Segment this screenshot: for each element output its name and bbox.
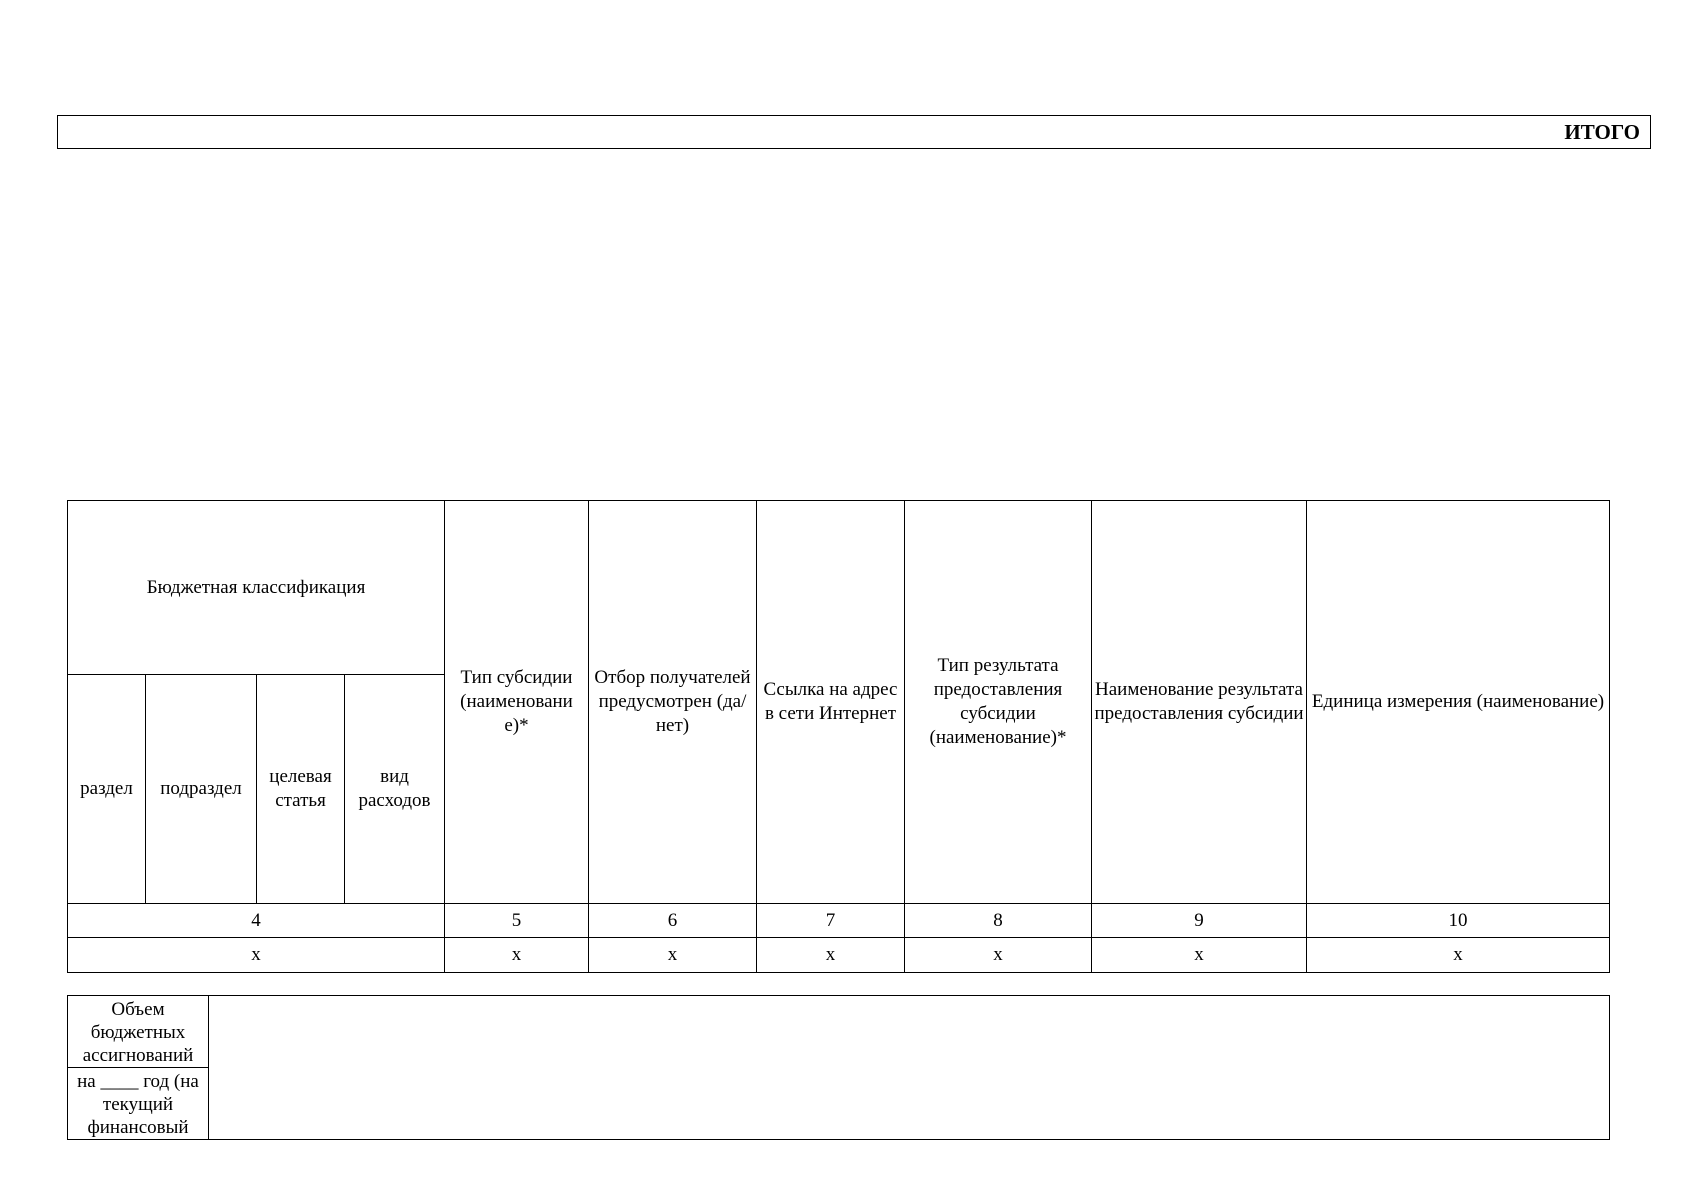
data-cell: х xyxy=(1307,938,1610,973)
target-article-header: целевая статья xyxy=(257,675,345,904)
section-header: раздел xyxy=(68,675,146,904)
column-number: 8 xyxy=(905,904,1092,938)
column-number: 4 xyxy=(68,904,445,938)
internet-link-header: Ссылка на адрес в сети Интернет xyxy=(757,501,905,904)
subsection-header: подраздел xyxy=(146,675,257,904)
column-number: 9 xyxy=(1092,904,1307,938)
budget-table xyxy=(67,500,1610,973)
allocations-label: Объем бюджетных ассигнований xyxy=(68,996,209,1068)
allocations-value-cell xyxy=(209,996,1610,1140)
recipient-selection-header: Отбор получателей предусмотрен (да/нет) xyxy=(589,501,757,904)
column-number: 10 xyxy=(1307,904,1610,938)
data-cell: х xyxy=(68,938,445,973)
data-cell: х xyxy=(1092,938,1307,973)
unit-header: Единица измерения (наименование) xyxy=(1307,501,1610,904)
data-cell: х xyxy=(589,938,757,973)
budget-classification-header: Бюджетная классификация xyxy=(68,501,445,675)
data-cell: х xyxy=(445,938,589,973)
column-number: 7 xyxy=(757,904,905,938)
data-cell: х xyxy=(905,938,1092,973)
expense-type-header: вид расходов xyxy=(345,675,445,904)
result-name-header: Наименование результата предоставления субсидии xyxy=(1092,501,1307,904)
total-label: ИТОГО xyxy=(1564,119,1640,144)
data-cell: х xyxy=(757,938,905,973)
allocations-year-label: на ____ год (на текущий финансовый xyxy=(68,1068,209,1140)
total-box xyxy=(57,115,1651,149)
column-number: 6 xyxy=(589,904,757,938)
column-number: 5 xyxy=(445,904,589,938)
subsidy-type-header: Тип субсидии (наименовани е)* xyxy=(445,501,589,904)
result-type-header: Тип результата предоставления субсидии (наименование)* xyxy=(905,501,1092,904)
allocations-table xyxy=(67,995,1610,1140)
